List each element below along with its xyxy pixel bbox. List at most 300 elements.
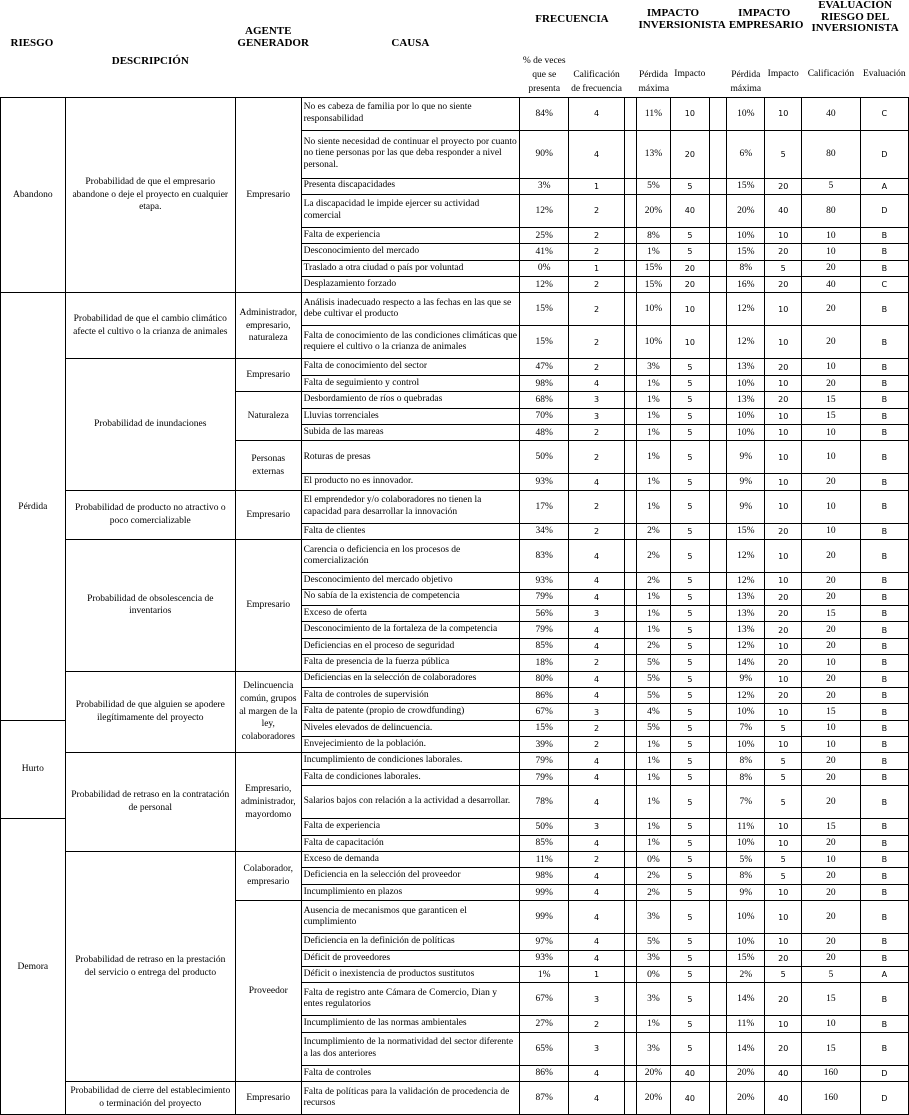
cell-pct: 41%: [520, 244, 569, 260]
cell-ev: B: [860, 622, 908, 638]
cell-pct: 85%: [520, 835, 569, 851]
spacer-cell: [709, 540, 726, 573]
cell-im2: 10: [765, 573, 802, 589]
spacer-cell: [709, 769, 726, 785]
cell-im1: 5: [670, 523, 709, 539]
spacer-cell: [624, 934, 636, 950]
spacer-cell: [624, 884, 636, 900]
cell-pm2: 8%: [727, 868, 765, 884]
header-perdida-inversionista: Pérdida máxima: [637, 53, 671, 97]
cause-text: Falta de conocimiento de las condiciones climáticas que requiere el cultivo o la crianza de animales: [301, 326, 520, 359]
cell-im2: 10: [765, 835, 802, 851]
cell-pm2: 14%: [727, 983, 765, 1016]
spacer-cell: [624, 392, 636, 408]
table-row: [1, 359, 909, 375]
spacer-cell: [709, 884, 726, 900]
spacer-cell: [709, 868, 726, 884]
cell-pm2: 20%: [727, 194, 765, 227]
risk-description: Probabilidad de retraso en la contratación de personal: [65, 753, 235, 852]
cell-im2: 20: [765, 605, 802, 621]
cell-im2: 10: [765, 934, 802, 950]
cell-pct: 98%: [520, 868, 569, 884]
cell-cf: 4: [569, 622, 624, 638]
spacer-cell: [709, 901, 726, 934]
cell-pm2: 10%: [727, 97, 765, 130]
cell-pm1: 5%: [637, 934, 671, 950]
spacer-cell: [624, 671, 636, 687]
cell-cf: 2: [569, 326, 624, 359]
cell-cf: 4: [569, 950, 624, 966]
cell-cal: 15: [802, 1032, 860, 1065]
cell-im1: 5: [670, 425, 709, 441]
cell-ev: B: [860, 375, 908, 391]
cell-pm1: 5%: [637, 687, 671, 703]
cell-pct: 1%: [520, 967, 569, 983]
spacer-cell: [709, 950, 726, 966]
cell-ev: B: [860, 244, 908, 260]
cell-cal: 5: [802, 967, 860, 983]
cause-text: Falta de seguimiento y control: [301, 375, 520, 391]
cell-im1: 5: [670, 474, 709, 490]
cell-pct: 15%: [520, 720, 569, 736]
cell-pm1: 2%: [637, 523, 671, 539]
cell-pm1: 3%: [637, 901, 671, 934]
cell-ev: B: [860, 293, 908, 326]
cell-cf: 4: [569, 540, 624, 573]
cause-text: El producto no es innovador.: [301, 474, 520, 490]
cause-text: No sabía de la existencia de competencia: [301, 589, 520, 605]
cell-cal: 10: [802, 359, 860, 375]
cell-im1: 5: [670, 392, 709, 408]
spacer-cell: [624, 260, 636, 276]
risk-description: Probabilidad de inundaciones: [65, 359, 235, 490]
cause-text: Carencia o deficiencia en los procesos de comercialización: [301, 540, 520, 573]
cell-cf: 3: [569, 605, 624, 621]
cell-ev: B: [860, 540, 908, 573]
cause-text: El emprendedor y/o colaboradores no tienen la capacidad para desarrollar la innovación: [301, 490, 520, 523]
agent-generator: Empresario: [235, 540, 301, 671]
spacer-cell: [624, 769, 636, 785]
cause-text: Incumplimiento de la normatividad del sector diferente a las dos anteriores: [301, 1032, 520, 1065]
cause-text: Falta de condiciones laborales.: [301, 769, 520, 785]
cell-cf: 3: [569, 983, 624, 1016]
cell-im1: 5: [670, 490, 709, 523]
cell-pct: 65%: [520, 1032, 569, 1065]
cell-pm2: 5%: [727, 852, 765, 868]
cell-pm1: 10%: [637, 293, 671, 326]
cell-pm2: 9%: [727, 474, 765, 490]
spacer-cell: [709, 589, 726, 605]
spacer-cell: [624, 704, 636, 720]
cell-im1: 5: [670, 605, 709, 621]
cell-pct: 90%: [520, 130, 569, 178]
cause-text: Desplazamiento forzado: [301, 277, 520, 293]
cell-im1: 5: [670, 1016, 709, 1032]
risk-name: Abandono: [1, 97, 66, 293]
cell-pm2: 14%: [727, 655, 765, 671]
cell-pm2: 9%: [727, 441, 765, 474]
cell-pm2: 9%: [727, 884, 765, 900]
cell-cal: 10: [802, 523, 860, 539]
cell-cal: 20: [802, 835, 860, 851]
cell-im1: 10: [670, 293, 709, 326]
cell-cal: 10: [802, 425, 860, 441]
cell-pm2: 12%: [727, 293, 765, 326]
header-descripcion: DESCRIPCIÓN: [111, 54, 189, 67]
cause-text: Salarios bajos con relación a la actividad a desarrollar.: [301, 786, 520, 819]
cell-pct: 48%: [520, 425, 569, 441]
cell-cf: 1: [569, 967, 624, 983]
cell-pm2: 20%: [727, 1082, 765, 1115]
cell-ev: D: [860, 1082, 908, 1115]
cell-im2: 10: [765, 474, 802, 490]
cell-pm2: 10%: [727, 704, 765, 720]
risk-description: Probabilidad de que el cambio climático afecte el cultivo o la crianza de animales: [65, 293, 235, 359]
cell-im2: 10: [765, 293, 802, 326]
cell-cf: 4: [569, 1082, 624, 1115]
cell-pct: 56%: [520, 605, 569, 621]
cell-pm1: 1%: [637, 605, 671, 621]
cell-cal: 20: [802, 326, 860, 359]
header-pct: % de veces que se presenta: [520, 53, 569, 97]
table-row: [1, 97, 909, 130]
cell-cf: 2: [569, 655, 624, 671]
cell-im1: 5: [670, 819, 709, 835]
agent-generator: Administrador, empresario, naturaleza: [235, 293, 301, 359]
cell-ev: B: [860, 737, 908, 753]
cell-im1: 10: [670, 97, 709, 130]
cell-cf: 4: [569, 835, 624, 851]
cell-pm1: 10%: [637, 326, 671, 359]
risk-description: Probabilidad de que alguien se apodere ilegítimamente del proyecto: [65, 671, 235, 753]
header-evaluacion: EVALUACIÓN RIESGO DEL INVERSIONISTA: [811, 0, 899, 35]
cell-cal: 15: [802, 819, 860, 835]
cell-cal: 20: [802, 687, 860, 703]
spacer-cell: [624, 638, 636, 654]
cell-cf: 4: [569, 786, 624, 819]
cell-cf: 4: [569, 901, 624, 934]
cell-cal: 10: [802, 737, 860, 753]
cell-im1: 5: [670, 244, 709, 260]
cause-text: Falta de clientes: [301, 523, 520, 539]
cell-im2: 40: [765, 1082, 802, 1115]
cell-im1: 5: [670, 227, 709, 243]
cause-text: Niveles elevados de delincuencia.: [301, 720, 520, 736]
cell-im2: 10: [765, 326, 802, 359]
cell-pm1: 3%: [637, 983, 671, 1016]
cell-ev: B: [860, 523, 908, 539]
cell-ev: B: [860, 786, 908, 819]
spacer-cell: [709, 819, 726, 835]
cell-im2: 5: [765, 868, 802, 884]
cell-pm2: 13%: [727, 392, 765, 408]
spacer-cell: [624, 490, 636, 523]
spacer-cell: [624, 1065, 636, 1081]
cell-pct: 12%: [520, 277, 569, 293]
cause-text: Incumplimiento de condiciones laborales.: [301, 753, 520, 769]
cell-cal: 40: [802, 97, 860, 130]
cell-ev: B: [860, 490, 908, 523]
cell-cf: 4: [569, 753, 624, 769]
cell-cal: 20: [802, 293, 860, 326]
agent-generator: Empresario: [235, 97, 301, 293]
cause-text: Incumplimiento de las normas ambientales: [301, 1016, 520, 1032]
cell-cal: 10: [802, 441, 860, 474]
cell-pm1: 15%: [637, 277, 671, 293]
spacer-cell: [709, 293, 726, 326]
cell-cal: 20: [802, 573, 860, 589]
cause-text: Incumplimiento en plazos: [301, 884, 520, 900]
cause-text: Falta de políticas para la validación de procedencia de recursos: [301, 1082, 520, 1115]
cell-im1: 40: [670, 194, 709, 227]
cell-pct: 39%: [520, 737, 569, 753]
cause-text: Roturas de presas: [301, 441, 520, 474]
spacer-cell: [709, 852, 726, 868]
cell-ev: B: [860, 1016, 908, 1032]
cell-cal: 20: [802, 375, 860, 391]
cell-pm2: 2%: [727, 967, 765, 983]
cell-cal: 80: [802, 194, 860, 227]
cell-im1: 5: [670, 753, 709, 769]
cause-text: Déficit de proveedores: [301, 950, 520, 966]
cell-ev: B: [860, 573, 908, 589]
spacer-cell: [624, 523, 636, 539]
cell-im1: 5: [670, 408, 709, 424]
cell-ev: D: [860, 1065, 908, 1081]
cell-im1: 5: [670, 769, 709, 785]
cell-ev: A: [860, 178, 908, 194]
cell-pct: 27%: [520, 1016, 569, 1032]
spacer-cell: [624, 1082, 636, 1115]
cell-pct: 12%: [520, 194, 569, 227]
cell-cf: 4: [569, 1065, 624, 1081]
cell-im2: 10: [765, 884, 802, 900]
cell-cal: 80: [802, 130, 860, 178]
cell-im2: 10: [765, 819, 802, 835]
cell-cal: 15: [802, 392, 860, 408]
spacer-cell: [624, 819, 636, 835]
spacer-cell: [624, 408, 636, 424]
cell-cf: 4: [569, 868, 624, 884]
cell-cf: 3: [569, 819, 624, 835]
cell-cal: 40: [802, 277, 860, 293]
cell-pm1: 3%: [637, 1032, 671, 1065]
risk-description: Probabilidad de obsolescencia de inventarios: [65, 540, 235, 671]
cell-pct: 79%: [520, 753, 569, 769]
cell-pct: 93%: [520, 573, 569, 589]
cause-text: Análisis inadecuado respecto a las fechas en las que se debe cultivar el producto: [301, 293, 520, 326]
cell-ev: A: [860, 967, 908, 983]
cell-im1: 40: [670, 1065, 709, 1081]
cell-pct: 80%: [520, 671, 569, 687]
cell-ev: B: [860, 227, 908, 243]
cell-ev: B: [860, 425, 908, 441]
cell-im1: 5: [670, 720, 709, 736]
cell-ev: C: [860, 97, 908, 130]
cell-pm1: 5%: [637, 178, 671, 194]
table-row: [1, 753, 909, 769]
cell-pm2: 12%: [727, 638, 765, 654]
cell-pm2: 6%: [727, 130, 765, 178]
spacer-cell: [624, 540, 636, 573]
spacer-cell: [624, 753, 636, 769]
cause-text: La discapacidad le impide ejercer su actividad comercial: [301, 194, 520, 227]
table-row: [1, 852, 909, 868]
cell-cal: 160: [802, 1082, 860, 1115]
cell-im2: 20: [765, 622, 802, 638]
cell-im1: 5: [670, 934, 709, 950]
cell-im1: 5: [670, 178, 709, 194]
cell-pm1: 1%: [637, 375, 671, 391]
spacer-cell: [709, 359, 726, 375]
cell-ev: B: [860, 392, 908, 408]
header-impacto-inversionista: IMPACTO INVERSIONISTA: [638, 7, 726, 31]
cell-pm2: 13%: [727, 605, 765, 621]
cell-pm2: 13%: [727, 589, 765, 605]
cell-pm2: 10%: [727, 375, 765, 391]
cell-pm1: 13%: [637, 130, 671, 178]
spacer-cell: [624, 425, 636, 441]
cell-ev: B: [860, 934, 908, 950]
cell-pm2: 15%: [727, 523, 765, 539]
spacer-cell: [709, 835, 726, 851]
cell-cf: 4: [569, 687, 624, 703]
spacer-cell: [709, 737, 726, 753]
cell-pm1: 2%: [637, 868, 671, 884]
cell-pm1: 20%: [637, 194, 671, 227]
spacer-cell: [624, 244, 636, 260]
cell-im1: 20: [670, 130, 709, 178]
cell-cal: 5: [802, 178, 860, 194]
cell-ev: B: [860, 720, 908, 736]
cell-im1: 20: [670, 277, 709, 293]
spacer-cell: [709, 638, 726, 654]
cell-im2: 10: [765, 540, 802, 573]
cell-cal: 20: [802, 901, 860, 934]
cell-pm1: 1%: [637, 769, 671, 785]
cell-pm1: 2%: [637, 573, 671, 589]
cell-im2: 5: [765, 260, 802, 276]
cell-im2: 20: [765, 687, 802, 703]
header-perdida-empresario: Pérdida máxima: [727, 53, 765, 97]
spacer-cell: [709, 720, 726, 736]
cell-im1: 5: [670, 687, 709, 703]
cell-im2: 10: [765, 375, 802, 391]
cell-pct: 50%: [520, 441, 569, 474]
cause-text: Falta de conocimiento del sector: [301, 359, 520, 375]
cell-im2: 5: [765, 720, 802, 736]
cell-pm2: 10%: [727, 737, 765, 753]
cell-ev: B: [860, 687, 908, 703]
cell-cf: 1: [569, 260, 624, 276]
spacer-cell: [624, 737, 636, 753]
cell-pct: 15%: [520, 326, 569, 359]
cell-cf: 4: [569, 638, 624, 654]
cell-pm2: 11%: [727, 1016, 765, 1032]
cell-im2: 20: [765, 392, 802, 408]
spacer-cell: [709, 786, 726, 819]
cell-pm2: 15%: [727, 244, 765, 260]
table-row: [1, 1082, 909, 1115]
cell-pm2: 13%: [727, 622, 765, 638]
cell-im1: 5: [670, 1032, 709, 1065]
cell-pm1: 2%: [637, 540, 671, 573]
cell-cal: 20: [802, 868, 860, 884]
cell-ev: B: [860, 260, 908, 276]
cell-pm1: 1%: [637, 244, 671, 260]
cell-cal: 10: [802, 244, 860, 260]
cell-pct: 68%: [520, 392, 569, 408]
cell-cal: 10: [802, 1016, 860, 1032]
agent-generator: Colaborador, empresario: [235, 852, 301, 901]
spacer-cell: [624, 852, 636, 868]
cell-ev: B: [860, 671, 908, 687]
cell-pm2: 12%: [727, 573, 765, 589]
spacer-cell: [709, 277, 726, 293]
cell-im1: 5: [670, 737, 709, 753]
cell-cf: 4: [569, 769, 624, 785]
cell-ev: B: [860, 408, 908, 424]
cell-ev: B: [860, 901, 908, 934]
spacer-cell: [624, 227, 636, 243]
cell-pm2: 14%: [727, 1032, 765, 1065]
cell-im2: 20: [765, 655, 802, 671]
cell-cal: 10: [802, 720, 860, 736]
spacer-cell: [709, 1065, 726, 1081]
cell-cf: 2: [569, 490, 624, 523]
cell-pm1: 2%: [637, 884, 671, 900]
cause-text: No es cabeza de familia por lo que no siente responsabilidad: [301, 97, 520, 130]
cell-pct: 67%: [520, 983, 569, 1016]
spacer-cell: [709, 260, 726, 276]
cell-pm2: 8%: [727, 769, 765, 785]
risk-name: Pérdida: [1, 293, 66, 720]
cell-im2: 20: [765, 589, 802, 605]
cell-pct: 3%: [520, 178, 569, 194]
cell-im1: 5: [670, 967, 709, 983]
cell-im2: 5: [765, 753, 802, 769]
spacer-cell: [709, 425, 726, 441]
agent-generator: Empresario: [235, 490, 301, 539]
spacer-cell: [709, 573, 726, 589]
cell-pm1: 5%: [637, 720, 671, 736]
cell-pct: 70%: [520, 408, 569, 424]
spacer-cell: [709, 523, 726, 539]
cell-im1: 5: [670, 375, 709, 391]
cell-ev: B: [860, 589, 908, 605]
cell-cf: 3: [569, 392, 624, 408]
cell-cal: 20: [802, 753, 860, 769]
agent-generator: Delincuencia común, grupos al margen de la ley, colaboradores: [235, 671, 301, 753]
cell-cal: 20: [802, 260, 860, 276]
cell-im2: 5: [765, 769, 802, 785]
cell-pm1: 4%: [637, 704, 671, 720]
agent-generator: Proveedor: [235, 901, 301, 1082]
cell-im1: 5: [670, 901, 709, 934]
cell-cal: 20: [802, 589, 860, 605]
cell-im2: 10: [765, 425, 802, 441]
cell-im1: 5: [670, 786, 709, 819]
header-impacto-inversionista-col: Impacto: [670, 53, 709, 97]
spacer-cell: [709, 130, 726, 178]
cell-pm1: 1%: [637, 589, 671, 605]
cell-pm1: 0%: [637, 967, 671, 983]
cell-im2: 5: [765, 852, 802, 868]
cell-pm2: 15%: [727, 950, 765, 966]
cause-text: Ausencia de mecanismos que garanticen el cumplimiento: [301, 901, 520, 934]
cell-ev: B: [860, 441, 908, 474]
spacer-cell: [624, 97, 636, 130]
